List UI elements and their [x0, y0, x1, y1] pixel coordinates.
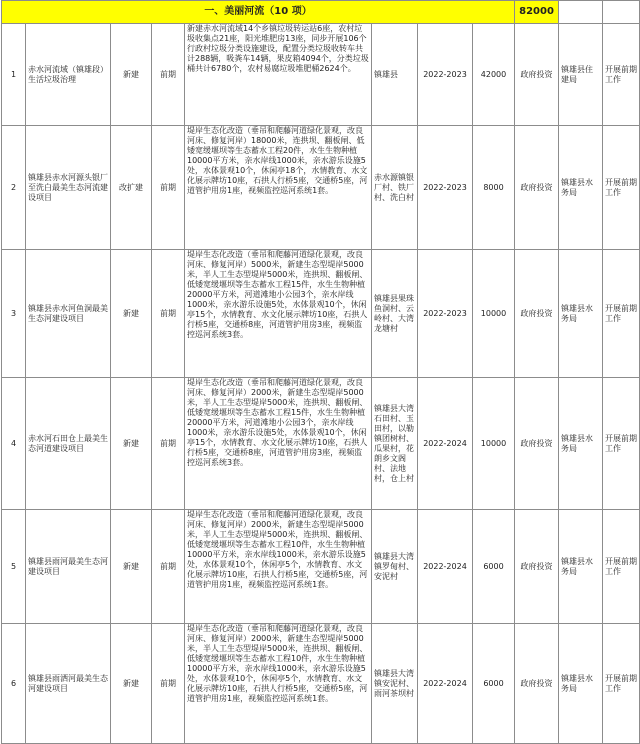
fund-source: 政府投资	[515, 378, 559, 510]
construction-nature: 新建	[111, 24, 152, 126]
construction-content: 堤岸生态化改造（垂吊和爬藤河道绿化景观，改良河床、修复河岸）18000米，连拱坝、翻板闸、低矮宽缓堰坝等生态蓄水工程20件，水生生物种植10000平方米，亲水岸线1000米，亲水游乐设施5处，水体景观10个，休闲亭18个，水情教育、水文化展示牌坊10座，石拱人行桥5座，交通桥5座，河道管护用房1座，视频监控巡河系统1套。	[185, 126, 372, 250]
project-stage: 前期	[152, 250, 185, 378]
table-row	[2, 624, 640, 744]
project-name: 镇雄县雨河最美生态河建设项目	[26, 510, 111, 624]
project-name: 赤水河石田仓上最美生态河道建设项目	[26, 378, 111, 510]
responsible-unit: 镇雄县水务局	[559, 378, 603, 510]
remark: 开展前期工作	[603, 624, 640, 744]
table-row	[2, 378, 640, 510]
responsible-unit: 镇雄县水务局	[559, 624, 603, 744]
responsible-unit: 镇雄县水务局	[559, 510, 603, 624]
remark: 开展前期工作	[603, 126, 640, 250]
construction-content: 堤岸生态化改造（垂吊和爬藤河道绿化景观，改良河床、修复河岸）2000米，新建生态型堤岸5000米，半人工生态型堤岸5000米，连拱坝、翻板闸、低矮宽缓堰坝等生态蓄水工程10件，水生生物种植10000平方米，亲水岸线1000米，亲水游乐设施5处，水体景观10个，休闲亭5个，水情教育、水文化展示牌坊10座，石拱人行桥5座，交通桥5座，河道管护用房1座，视频监控巡河系统1套。	[185, 510, 372, 624]
project-stage: 前期	[152, 624, 185, 744]
construction-content: 堤岸生态化改造（垂吊和爬藤河道绿化景观，改良河床、修复河岸）2000米，新建生态型堤岸5000米，半人工生态型堤岸5000米，连拱坝、翻板闸、低矮宽缓堰坝等生态蓄水工程15件，水生生物种植20000平方米，河道滩地小公园3个，亲水岸线1000米，亲水游乐设施5处，水体景观10个，休闲亭15个，水情教育、水文化展示牌坊10座，石拱人行桥5座，交通桥8座，河道管护用房3座，视频监控巡河系统3套。	[185, 378, 372, 510]
construction-content: 堤岸生态化改造（垂吊和爬藤河道绿化景观，改良河床、修复河岸）2000米，新建生态型堤岸5000米，半人工生态型堤岸5000米，连拱坝、翻板闸、低矮宽缓堰坝等生态蓄水工程10件，水生生物种植10000平方米，亲水岸线1000米，亲水游乐设施5处，水体景观10个，休闲亭5个，水情教育、水文化展示牌坊10座，石拱人行桥5座，交通桥5座，河道管护用房1座，视频监控巡河系统1套。	[185, 624, 372, 744]
responsible-unit: 镇雄县水务局	[559, 126, 603, 250]
section-blank-cell	[603, 1, 640, 24]
construction-nature: 改扩建	[111, 126, 152, 250]
responsible-unit: 镇雄县水务局	[559, 250, 603, 378]
table-row	[2, 126, 640, 250]
fund-source: 政府投资	[515, 250, 559, 378]
row-number: 4	[2, 378, 26, 510]
investment-amount: 8000	[473, 126, 515, 250]
project-stage: 前期	[152, 378, 185, 510]
fund-source: 政府投资	[515, 624, 559, 744]
row-number: 3	[2, 250, 26, 378]
construction-period: 2022-2023	[418, 250, 473, 378]
remark: 开展前期工作	[603, 510, 640, 624]
construction-content: 新建赤水河流域14个乡镇垃圾转运站6座，农村垃圾收集点21座，阳光堆肥房13座，同步开展106个行政村垃圾分类设施建设，配置分类垃圾收转车共计288辆，吸粪车14辆，果皮箱4094个，分类垃圾桶共计6780个，农村易腐垃圾堆肥桶2624个。	[185, 24, 372, 126]
project-location: 镇雄县大湾镇罗甸村、安泥村	[372, 510, 418, 624]
section-total: 82000	[515, 1, 559, 24]
construction-period: 2022-2024	[418, 510, 473, 624]
remark: 开展前期工作	[603, 24, 640, 126]
project-stage: 前期	[152, 510, 185, 624]
project-name: 镇雄县雨洒河最美生态河建设项目	[26, 624, 111, 744]
project-name: 镇雄县赤水河鱼洞最美生态河建设项目	[26, 250, 111, 378]
project-name: 镇雄县赤水河源头银厂至洗白最美生态河流建设项目	[26, 126, 111, 250]
construction-nature: 新建	[111, 510, 152, 624]
project-stage: 前期	[152, 126, 185, 250]
investment-amount: 10000	[473, 250, 515, 378]
fund-source: 政府投资	[515, 510, 559, 624]
project-location: 镇雄县	[372, 24, 418, 126]
project-table	[1, 0, 640, 744]
construction-period: 2022-2024	[418, 378, 473, 510]
investment-amount: 6000	[473, 624, 515, 744]
construction-nature: 新建	[111, 624, 152, 744]
section-header-row	[2, 1, 640, 24]
row-number: 1	[2, 24, 26, 126]
section-blank-cell	[559, 1, 603, 24]
investment-amount: 10000	[473, 378, 515, 510]
fund-source: 政府投资	[515, 24, 559, 126]
table-row	[2, 510, 640, 624]
construction-period: 2022-2023	[418, 126, 473, 250]
project-location: 镇雄县大湾石田村、玉田村，以勒镇团树村、瓜果村，花朗乡文阁村、法地村，仓上村	[372, 378, 418, 510]
row-number: 5	[2, 510, 26, 624]
investment-amount: 42000	[473, 24, 515, 126]
remark: 开展前期工作	[603, 250, 640, 378]
table-row	[2, 24, 640, 126]
responsible-unit: 镇雄县住建局	[559, 24, 603, 126]
construction-content: 堤岸生态化改造（垂吊和爬藤河道绿化景观，改良河床、修复河岸）5000米，新建生态型堤岸5000米，半人工生态型堤岸5000米，连拱坝、翻板闸、低矮宽缓堰坝等生态蓄水工程15件，水生生物种植20000平方米，河道滩地小公园3个，亲水岸线1000米，亲水游乐设施5处，水体景观10个，休闲亭15个，水情教育、水文化展示牌坊10座，石拱人行桥5座，交通桥8座，河道管护用房3座，视频监控巡河系统3套。	[185, 250, 372, 378]
section-title: 一、美丽河流（10 项）	[2, 1, 515, 24]
construction-nature: 新建	[111, 250, 152, 378]
project-location: 镇雄县大湾镇安泥村、雨河茶坝村	[372, 624, 418, 744]
construction-nature: 新建	[111, 378, 152, 510]
project-location: 赤水源镇银厂村、铁厂村、洗白村	[372, 126, 418, 250]
table-row	[2, 250, 640, 378]
row-number: 6	[2, 624, 26, 744]
row-number: 2	[2, 126, 26, 250]
fund-source: 政府投资	[515, 126, 559, 250]
investment-amount: 6000	[473, 510, 515, 624]
project-name: 赤水河流域（镇雄段）生活垃圾治理	[26, 24, 111, 126]
construction-period: 2022-2023	[418, 24, 473, 126]
remark: 开展前期工作	[603, 378, 640, 510]
construction-period: 2022-2024	[418, 624, 473, 744]
project-stage: 前期	[152, 24, 185, 126]
project-location: 镇雄县果珠鱼洞村、云岭村、大湾龙塘村	[372, 250, 418, 378]
